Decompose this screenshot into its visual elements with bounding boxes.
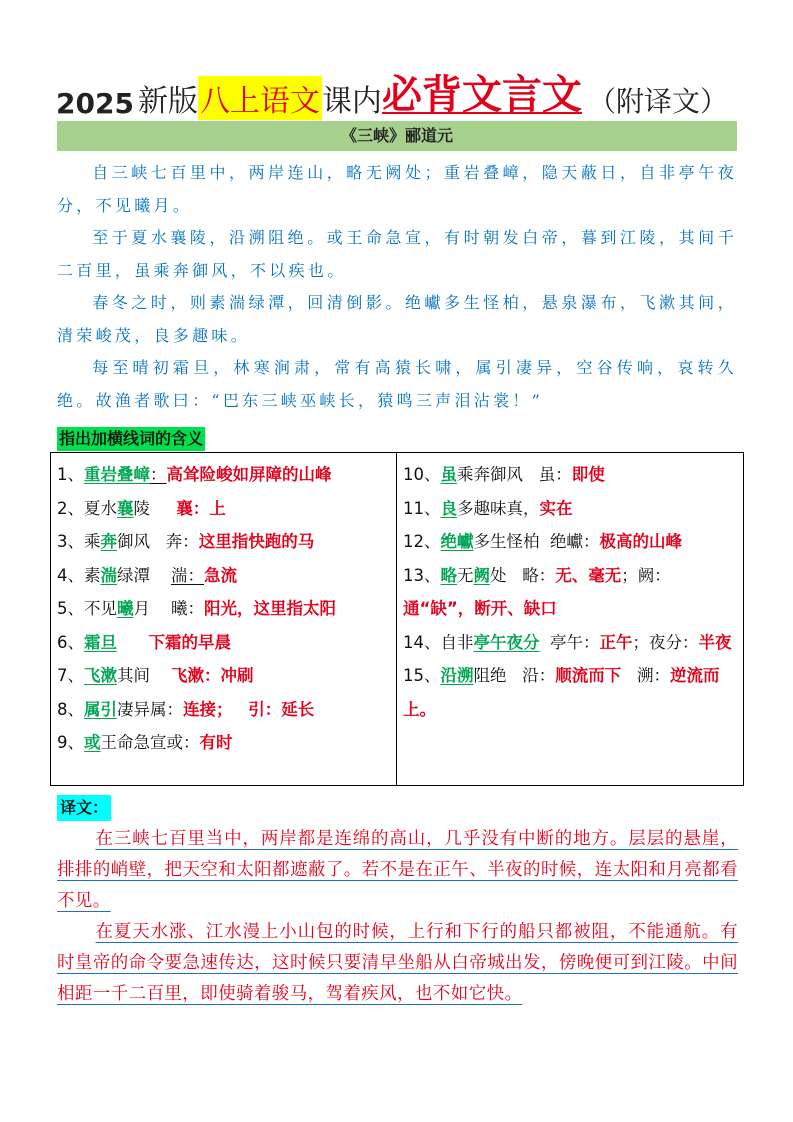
title-emphasis: 必背文言文	[381, 72, 582, 118]
classical-paragraph: 自三峡七百里中，两岸连山，略无阙处；重岩叠嶂，隐天蔽日，自非亭午夜分，不见曦月。	[57, 163, 737, 215]
title-version: 新版	[137, 84, 198, 119]
title-highlight: 八上语文	[198, 76, 322, 120]
vocab-item-5: 5、不见曦月 曦：阳光，这里指太阳	[57, 599, 336, 618]
translation-text	[57, 824, 738, 1010]
classical-paragraph: 每至晴初霜旦，林寒涧肃，常有高猿长啸，属引凄异，空谷传响，哀转久绝。故渔者歌曰：“巴东三峡巫峡长，猿鸣三声泪沾裳！”	[57, 358, 737, 410]
translation-label: 译文：	[57, 795, 111, 821]
title-year: 2025	[56, 87, 134, 120]
vocab-column-left	[51, 453, 397, 785]
title-middle: 课内	[321, 84, 382, 119]
title-parenthetical: （附译文）	[587, 85, 728, 118]
vocab-item-3: 3、乘奔御风 奔：这里指快跑的马	[57, 532, 315, 551]
vocab-item-2: 2、夏水襄陵 襄：上	[57, 498, 226, 518]
vocab-item-13: 13、略无阙处 略：无、毫无；阙：通“缺”，断开、缺口	[403, 565, 671, 618]
vocab-column-right	[397, 453, 743, 785]
vocab-item-9: 9、或王命急宣或：有时	[57, 733, 233, 752]
vocab-table	[50, 452, 744, 786]
vocab-item-10: 10、虽乘奔御风 虽：即使	[403, 465, 605, 484]
translation-paragraph: 在夏天水涨、江水漫上小山包的时候，上行和下行的船只都被阻，不能通航。有时皇帝的命令要急速传达，这时候只要清早坐船从白帝城出发，傍晚便可到江陵。中间相距一千二百里，即使骑着骏马，驾着疾风，也不如它快。	[57, 922, 738, 1004]
vocab-item-15: 15、沿溯阻绝 沿：顺流而下 溯：逆流而上。	[403, 666, 720, 719]
classical-paragraph: 至于夏水襄陵，沿溯阻绝。或王命急宣，有时朝发白帝，暮到江陵，其间千二百里，虽乘奔御风，不以疾也。	[57, 228, 737, 280]
vocab-item-8: 8、属引凄异属：连接； 引：延长	[57, 699, 315, 719]
vocab-item-12: 12、绝巘多生怪柏 绝巘：极高的山峰	[403, 532, 682, 551]
vocab-item-7: 7、飞漱其间 飞漱：冲刷	[57, 666, 254, 685]
section-heading: 《三峡》郦道元	[57, 121, 737, 151]
classical-text	[57, 157, 737, 417]
vocab-label: 指出加横线词的含义	[57, 427, 205, 451]
vocab-item-11: 11、良多趣味真，实在	[403, 498, 573, 518]
classical-paragraph: 春冬之时，则素湍绿潭，回清倒影。绝巘多生怪柏，悬泉瀑布，飞漱其间，清荣峻茂，良多趣味。	[57, 293, 737, 345]
vocab-item-6: 6、霜旦 下霜的早晨	[57, 632, 231, 652]
vocab-item-1: 1、重岩叠嶂：高耸险峻如屏障的山峰	[57, 465, 332, 484]
translation-paragraph: 在三峡七百里当中，两岸都是连绵的高山，几乎没有中断的地方。层层的悬崖，排排的峭壁，把天空和太阳都遮蔽了。若不是在正午、半夜的时候，连太阳和月亮都看不见。	[57, 829, 738, 911]
vocab-item-4: 4、素湍绿潭 湍：急流	[57, 565, 237, 585]
vocab-item-14: 14、自非亭午夜分 亭午：正午；夜分：半夜	[403, 632, 732, 652]
page-title	[56, 60, 756, 120]
